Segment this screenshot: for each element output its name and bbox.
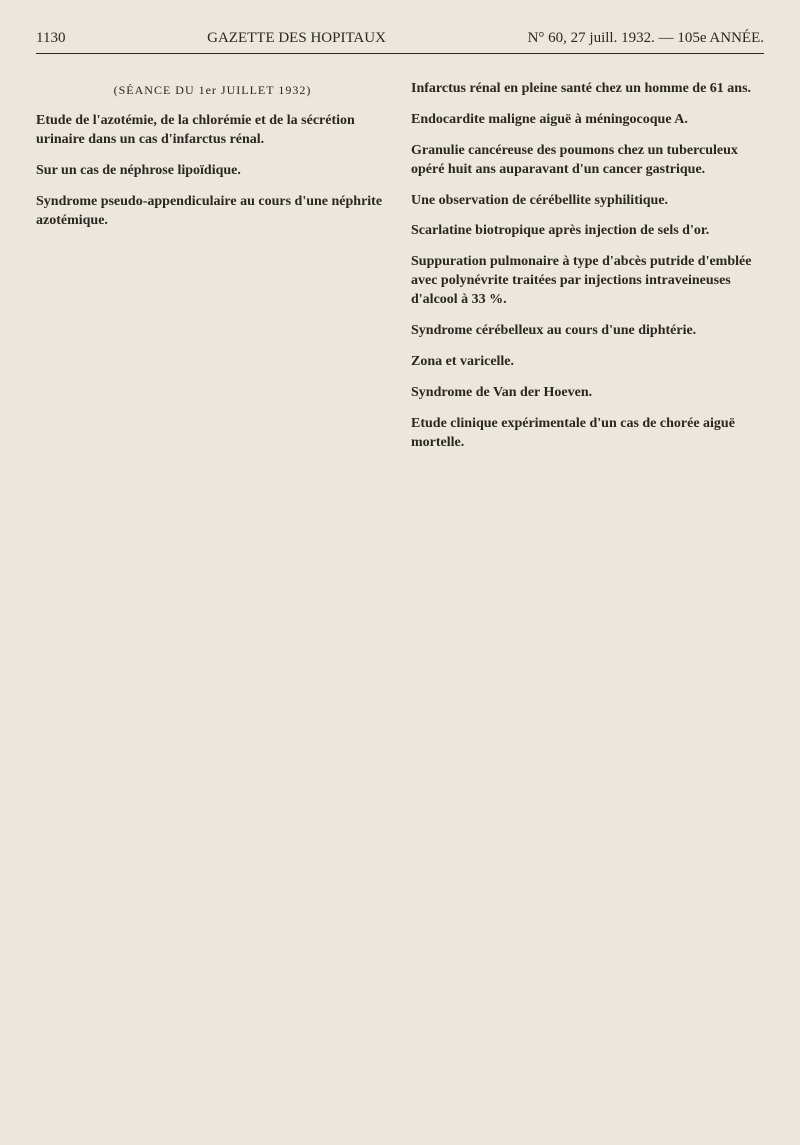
page-number: 1130 xyxy=(36,30,66,46)
article-heading: Suppuration pulmonaire à type d'abcès putride d'emblée avec polynévrite traitées par injections intraveineuses d'alcool à 33 %. xyxy=(411,254,752,308)
article-heading: Endocardite maligne aiguë à méningocoque A. xyxy=(411,111,688,127)
article-heading: Syndrome de Van der Hoeven. xyxy=(411,384,593,400)
article-heading: Une observation de cérébellite syphilitique. xyxy=(411,192,669,208)
article-heading: Zona et varicelle. xyxy=(411,353,515,369)
article-heading: Sur un cas de néphrose lipoïdique. xyxy=(36,162,241,178)
article-heading: Granulie cancéreuse des poumons chez un tuberculeux opéré huit ans auparavant d'un cancer gastrique. xyxy=(411,142,738,177)
seance-heading: (SÉANCE DU 1er JUILLET 1932) xyxy=(113,83,312,97)
article-heading: Syndrome cérébelleux au cours d'une diphtérie. xyxy=(411,323,697,339)
article-heading: Etude de l'azotémie, de la chlorémie et de la sécrétion urinaire dans un cas d'infarctus rénal. xyxy=(36,113,355,148)
article-heading: Etude clinique expérimentale d'un cas de chorée aiguë mortelle. xyxy=(411,415,735,450)
right-column xyxy=(411,68,764,458)
article-heading: Infarctus rénal en pleine santé chez un homme de 61 ans. xyxy=(411,81,752,96)
article-heading: Syndrome pseudo-appendiculaire au cours d'une néphrite azotémique. xyxy=(36,193,383,228)
journal-title: GAZETTE DES HOPITAUX xyxy=(207,30,386,46)
left-column xyxy=(36,68,389,458)
article-heading: Scarlatine biotropique après injection de sels d'or. xyxy=(411,223,710,239)
issue-line: N° 60, 27 juill. 1932. — 105e ANNÉE. xyxy=(527,30,764,46)
running-header xyxy=(36,30,764,54)
